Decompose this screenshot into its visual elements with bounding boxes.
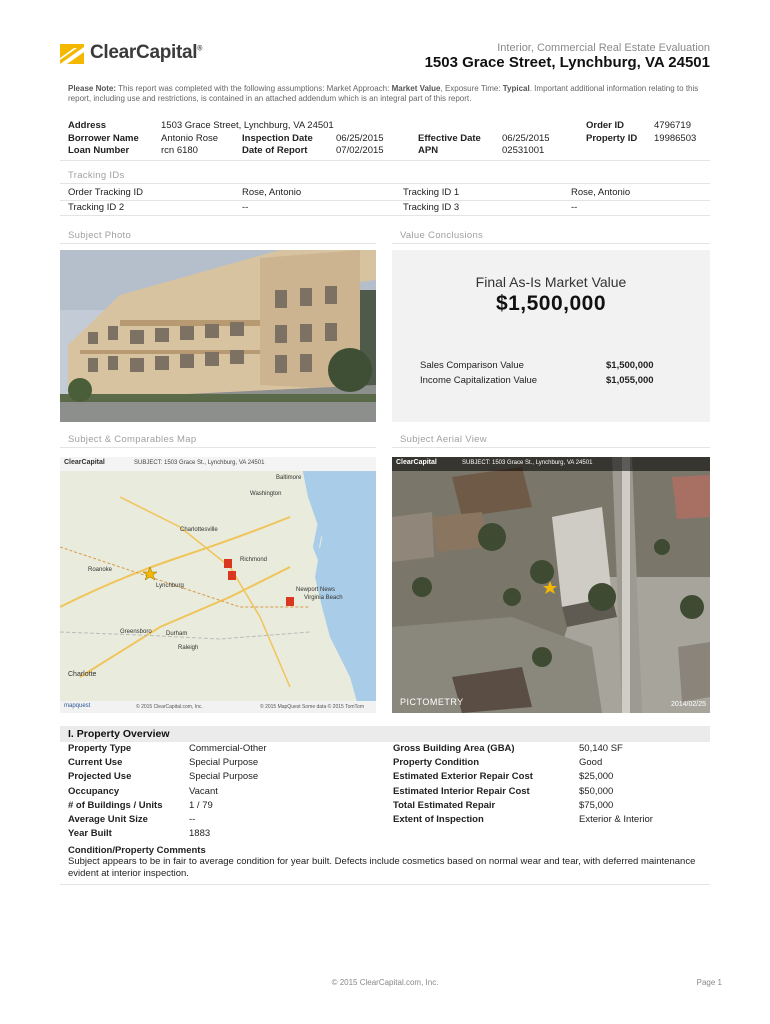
divider <box>60 884 710 885</box>
assumptions-note: Please Note: This report was completed with the following assumptions: Market Approach: Market Value, Exposure Time: Typical. Important additional information relating to this report, including use and restrictions, is contained in an attached addendum which is an integral part of this report. <box>68 84 699 103</box>
overview-row <box>393 799 713 813</box>
page-number: Page 1 <box>696 978 722 987</box>
overview-left-column <box>68 742 388 841</box>
brand-logo-text: ClearCapital® <box>90 42 203 63</box>
overview-label: Occupancy <box>68 785 120 797</box>
overview-value: Special Purpose <box>189 771 259 783</box>
divider <box>60 183 710 184</box>
value-conclusions-panel <box>392 250 710 422</box>
map-brand: ClearCapital <box>64 459 105 466</box>
loan-label: Loan Number <box>68 145 130 156</box>
overview-value: -- <box>189 813 196 825</box>
overview-label: # of Buildings / Units <box>68 799 163 811</box>
overview-row <box>393 785 713 799</box>
mapquest-logo: mapquest <box>64 703 91 709</box>
divider <box>60 447 376 448</box>
overview-row <box>68 827 388 841</box>
tracking-id-2-value: -- <box>242 202 249 213</box>
overview-row <box>68 756 388 770</box>
overview-value: Commercial-Other <box>189 743 267 754</box>
overview-label: Year Built <box>68 828 112 840</box>
overview-row <box>68 742 388 756</box>
report-type: Interior, Commercial Real Estate Evaluation <box>497 42 710 54</box>
divider <box>392 447 710 448</box>
income-capitalization-value: $1,055,000 <box>606 375 654 386</box>
effective-date-value: 06/25/2015 <box>502 132 550 144</box>
divider <box>60 215 710 216</box>
aerial-date: 2014/02/25 <box>670 701 706 708</box>
sales-comparison-value: $1,500,000 <box>606 360 654 371</box>
map-copyright: © 2015 MapQuest Some data © 2015 TomTom <box>260 704 364 710</box>
apn-label: APN <box>418 145 439 156</box>
overview-row <box>68 799 388 813</box>
overview-label: Extent of Inspection <box>393 813 484 825</box>
address-value: 1503 Grace Street, Lynchburg, VA 24501 <box>161 120 334 131</box>
map-city: Richmond <box>240 557 268 563</box>
overview-row <box>68 785 388 799</box>
overview-label: Property Type <box>68 743 132 754</box>
borrower-label: Borrower Name <box>68 132 139 144</box>
overview-row <box>393 742 713 756</box>
divider <box>60 160 710 161</box>
map-city: Roanoke <box>88 567 113 573</box>
map-clearcapital-copyright: © 2015 ClearCapital.com, Inc. <box>136 704 203 710</box>
overview-value: Good <box>579 757 603 769</box>
overview-value: $25,000 <box>579 771 614 783</box>
overview-value: Exterior & Interior <box>579 813 653 825</box>
map-city: Raleigh <box>178 645 199 651</box>
tracking-id-1-label: Tracking ID 1 <box>403 187 460 198</box>
tracking-id-3-value: -- <box>571 202 578 213</box>
overview-value: Vacant <box>189 785 218 797</box>
sales-comparison-label: Sales Comparison Value <box>420 360 524 371</box>
order-id-value: 4796719 <box>654 120 691 131</box>
value-conclusions-label: Value Conclusions <box>400 230 484 241</box>
overview-label: Property Condition <box>393 757 480 769</box>
property-info-block <box>68 120 710 158</box>
overview-row <box>68 813 388 827</box>
comments-text: Subject appears to be in fair to average condition for year built. Defects include cosmetics based on normal wear and tear, with deferred maintenance evident at interior inspection. <box>68 856 696 879</box>
address-label: Address <box>68 120 107 131</box>
map-section-label: Subject & Comparables Map <box>68 434 197 445</box>
order-tracking-value: Rose, Antonio <box>242 187 302 198</box>
map-caption: SUBJECT: 1503 Grace St., Lynchburg, VA 24501 <box>134 460 265 466</box>
overview-label: Current Use <box>68 757 123 769</box>
overview-row <box>393 756 713 770</box>
tracking-id-1-value: Rose, Antonio <box>571 187 631 198</box>
map-city: Greensboro <box>120 629 152 635</box>
map-city: Lynchburg <box>156 583 184 589</box>
overview-label: Estimated Interior Repair Cost <box>393 785 530 797</box>
overview-value: $50,000 <box>579 785 614 797</box>
page-title: 1503 Grace Street, Lynchburg, VA 24501 <box>424 54 710 71</box>
aerial-section-label: Subject Aerial View <box>400 434 487 445</box>
clear-capital-logo-icon <box>60 44 84 64</box>
map-city: Charlotte <box>68 671 97 678</box>
overview-value: 50,140 SF <box>579 743 623 754</box>
comments-label: Condition/Property Comments <box>68 845 206 856</box>
property-id-value: 19986503 <box>654 132 697 144</box>
loan-value: rcn 6180 <box>161 145 198 156</box>
aerial-caption: SUBJECT: 1503 Grace St., Lynchburg, VA 24501 <box>462 460 593 466</box>
tracking-id-3-label: Tracking ID 3 <box>403 202 460 213</box>
final-value-label: Final As-Is Market Value <box>475 274 627 290</box>
map-city: Virginia Beach <box>304 595 343 601</box>
effective-date-label: Effective Date <box>418 132 481 144</box>
inspection-date-label: Inspection Date <box>242 132 313 144</box>
overview-value: 1 / 79 <box>189 799 213 811</box>
property-id-label: Property ID <box>586 132 638 144</box>
overview-title: I. Property Overview <box>68 728 170 740</box>
income-capitalization-label: Income Capitalization Value <box>420 375 538 386</box>
report-date-value: 07/02/2015 <box>336 145 384 156</box>
aerial-brand: ClearCapital <box>396 459 437 466</box>
overview-right-column <box>393 742 713 827</box>
report-date-label: Date of Report <box>242 145 308 156</box>
map-city: Charlottesville <box>180 527 218 533</box>
pictometry-watermark: PICTOMETRY <box>400 697 464 707</box>
subject-photo-label: Subject Photo <box>68 230 132 241</box>
order-id-label: Order ID <box>586 120 625 131</box>
overview-label: Average Unit Size <box>68 813 148 825</box>
map-city: Baltimore <box>276 475 302 481</box>
overview-label: Total Estimated Repair <box>393 799 496 811</box>
order-tracking-label: Order Tracking ID <box>68 187 143 198</box>
overview-label: Gross Building Area (GBA) <box>393 743 515 754</box>
divider <box>60 243 376 244</box>
map-city: Durham <box>166 631 188 637</box>
map-city: Washington <box>250 491 282 497</box>
comparables-map <box>60 457 376 713</box>
final-value-amount: $1,500,000 <box>495 292 607 315</box>
tracking-section-label: Tracking IDs <box>68 170 125 181</box>
divider <box>392 243 710 244</box>
overview-value: 1883 <box>189 828 211 840</box>
overview-row <box>68 770 388 784</box>
subject-photo <box>60 250 376 422</box>
overview-value: Special Purpose <box>189 757 259 769</box>
divider <box>60 200 710 201</box>
borrower-value: Antonio Rose <box>161 132 219 144</box>
overview-value: $75,000 <box>579 799 614 811</box>
aerial-view <box>392 457 710 713</box>
overview-label: Estimated Exterior Repair Cost <box>393 771 533 783</box>
map-city: Newport News <box>296 587 336 593</box>
overview-row <box>393 813 713 827</box>
inspection-date-value: 06/25/2015 <box>336 132 384 144</box>
overview-row <box>393 770 713 784</box>
apn-value: 02531001 <box>502 145 545 156</box>
tracking-id-2-label: Tracking ID 2 <box>68 202 125 213</box>
overview-label: Projected Use <box>68 771 132 783</box>
footer-copyright: © 2015 ClearCapital.com, Inc. <box>331 978 439 987</box>
